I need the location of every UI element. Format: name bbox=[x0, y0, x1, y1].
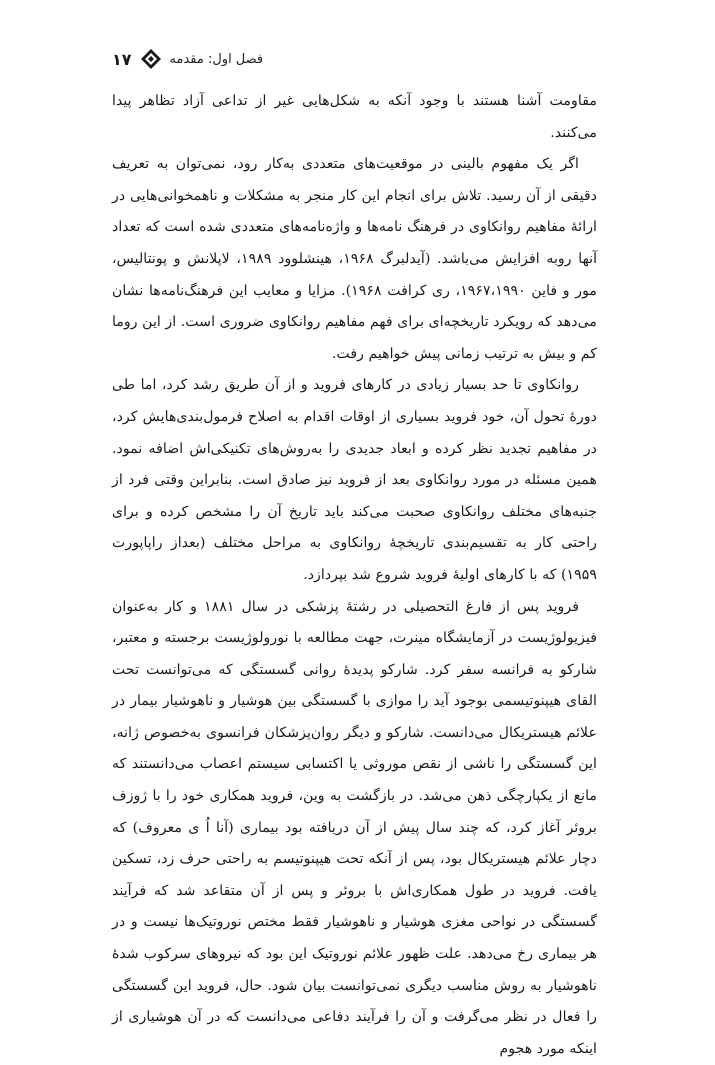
paragraph-continuation: مقاومت آشنا هستند با وجود آنکه به شکل‌هایی غیر از تداعی آزاد تظاهر پیدا می‌کنند. bbox=[112, 86, 597, 149]
diamond-ornament-icon bbox=[140, 48, 162, 70]
chapter-title: فصل اول: مقدمه bbox=[170, 52, 264, 67]
paragraph: اگر یک مفهوم بالینی در موقعیت‌های متعددی به‌کار رود، نمی‌توان به تعریف دقیقی از آن رسید. تلاش برای انجام این کار منجر به مشکلات و ناهمخوانی‌هایی در ارائهٔ مفاهیم روانکاوی در فرهنگ نامه‌ها و واژه‌نامه‌های متعددی شده است که تعداد آنها روبه افزایش می‌باشد. (آیدلبرگ ۱۹۶۸، هینشلوود ۱۹۸۹، لاپلانش و پونتالیس، مور و فاین ۱۹۶۷،۱۹۹۰، ری کرافت ۱۹۶۸). مزایا و معایب این فرهنگ‌نامه‌ها نشان می‌دهد که رویکرد تاریخچه‌ای برای فهم مفاهیم روانکاوی ضروری است. از این روما کم و بیش به ترتیب زمانی پیش خواهیم رفت. bbox=[112, 149, 597, 370]
running-header bbox=[112, 46, 597, 72]
paragraph: روانکاوی تا حد بسیار زیادی در کارهای فروید و از آن طریق رشد کرد، اما طی دورهٔ تحول آن، خود فروید بسیاری از اوقات اقدام به اصلاح فرمول‌بندی‌هایش کرد، در مفاهیم تجدید نظر کرده و ابعاد جدیدی را به‌روش‌های تکنیکی‌اش اضافه نمود. همین مسئله در مورد روانکاوی بعد از فروید نیز صادق است. بنابراین وقتی فرد از جنبه‌های مختلف روانکاوی صحبت می‌کند باید تاریخ آن را مشخص کرده و برای راحتی کار به تقسیم‌بندی تاریخچهٔ روانکاوی به مراحل مختلف (بعداز راپاپورت ۱۹۵۹) که با کارهای اولیهٔ فروید شروع شد بپردازد. bbox=[112, 370, 597, 591]
body-text bbox=[112, 86, 597, 1065]
paragraph: فروید پس از فارغ التحصیلی در رشتهٔ پزشکی در سال ۱۸۸۱ و کار به‌عنوان فیزیولوژیست در آزمایشگاه مینرت، جهت مطالعه با نورولوژیست برجسته و معتبر، شارکو به فرانسه سفر کرد. شارکو پدیدهٔ روانی گسستگی که می‌توانست تحت القای هیپنوتیسمی بوجود آید را موازی با گسستگی بین هوشیار و ناهوشیار بیمار در علائم هیستریکال می‌دانست. شارکو و دیگر روان‌پزشکان فرانسوی به‌خصوص ژانه، این گسستگی را ناشی از نقص موروثی یا اکتسابی سیستم اعصاب می‌دانستند که مانع از یکپارچگی ذهن می‌شد. در بازگشت به وین، فروید همکاری خود را با ژوزف بروئر آغاز کرد، که چند سال پیش از آن دریافته بود بیماری (آنا اُ ی معروف) که دچار علائم هیستریکال بود، پس از آنکه تحت هیپنوتیسم به راحتی حرف زد، تسکین یافت. فروید در طول همکاری‌اش با بروئر و پس از آن متقاعد شد که فرآیند گسستگی در نواحی مغزی هوشیار و ناهوشیار فقط مختص نوروتیک‌ها نیست و در هر بیماری رخ می‌دهد. علت ظهور علائم نوروتیک این بود که نیروهای سرکوب شدهٔ ناهوشیار به روش مناسب دیگری نمی‌توانست بیان شود. حال، فروید این گسستگی را فعال در نظر می‌گرفت و آن را فرآیند دفاعی می‌دانست که در آن هوشیاری از اینکه مورد هجوم bbox=[112, 592, 597, 1065]
page-number: ۱۷ bbox=[112, 50, 132, 69]
